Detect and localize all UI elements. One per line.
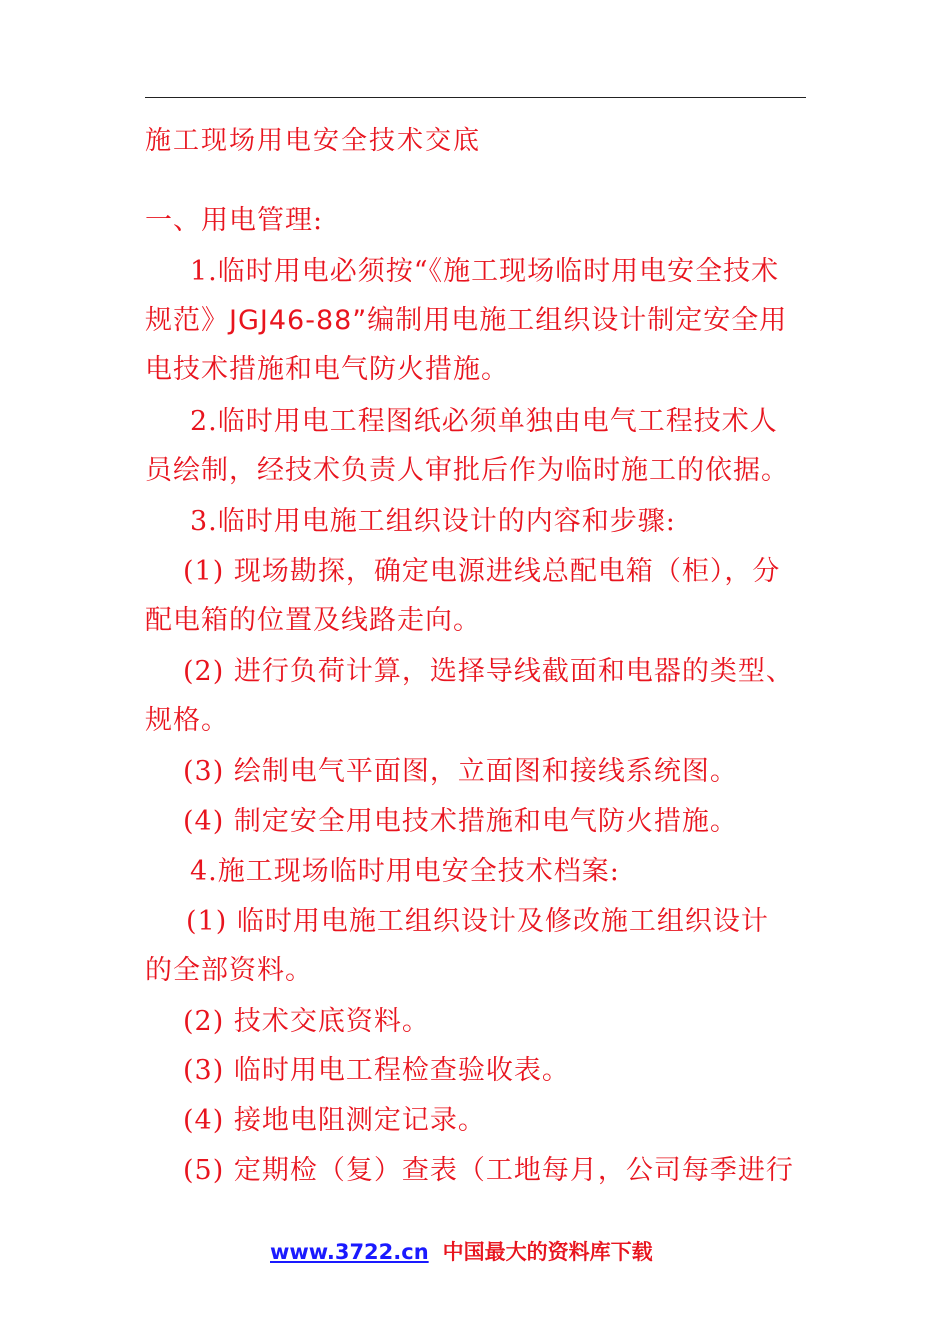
standard-code: JGJ46-88”: [229, 305, 368, 336]
paragraph-line: 3.临时用电施工组织设计的内容和步骤:: [190, 506, 676, 537]
list-item-continuation: 的全部资料。: [145, 955, 313, 986]
list-item: (4) 制定安全用电技术措施和电气防火措施。: [183, 806, 738, 837]
document-title: 施工现场用电安全技术交底: [145, 126, 482, 156]
section-heading: 一、用电管理:: [145, 205, 324, 236]
list-item: (2) 技术交底资料。: [183, 1006, 430, 1037]
list-item: (4) 接地电阻测定记录。: [183, 1105, 486, 1136]
text-run: 编制用电施工组织设计制定安全用: [367, 305, 788, 336]
paragraph-line: 1.临时用电必须按“《施工现场临时用电安全技术: [190, 256, 780, 287]
list-item: (2) 进行负荷计算，选择导线截面和电器的类型、: [183, 656, 794, 687]
paragraph-line: 员绘制，经技术负责人审批后作为临时施工的依据。: [145, 455, 789, 486]
website-link[interactable]: www.3722.cn: [270, 1240, 429, 1264]
header-rule: [145, 97, 806, 98]
footer-tagline: 中国最大的资料库下载: [442, 1240, 653, 1264]
text-run: 规范》: [145, 305, 229, 336]
paragraph-line: 电技术措施和电气防火措施。: [145, 354, 509, 385]
page-footer: [270, 1236, 653, 1266]
list-item: (1) 临时用电施工组织设计及修改施工组织设计: [186, 906, 769, 937]
paragraph-line: 2.临时用电工程图纸必须单独由电气工程技术人: [190, 406, 778, 437]
paragraph-line: 4.施工现场临时用电安全技术档案:: [190, 856, 620, 887]
list-item: (1) 现场勘探，确定电源进线总配电箱（柜），分: [183, 556, 781, 587]
list-item: (3) 临时用电工程检查验收表。: [183, 1055, 570, 1086]
paragraph-line: [145, 298, 787, 337]
list-item: (3) 绘制电气平面图，立面图和接线系统图。: [183, 756, 738, 787]
list-item-continuation: 规格。: [145, 705, 229, 736]
list-item: (5) 定期检（复）查表（工地每月，公司每季进行: [183, 1155, 794, 1186]
list-item-continuation: 配电箱的位置及线路走向。: [145, 605, 481, 636]
